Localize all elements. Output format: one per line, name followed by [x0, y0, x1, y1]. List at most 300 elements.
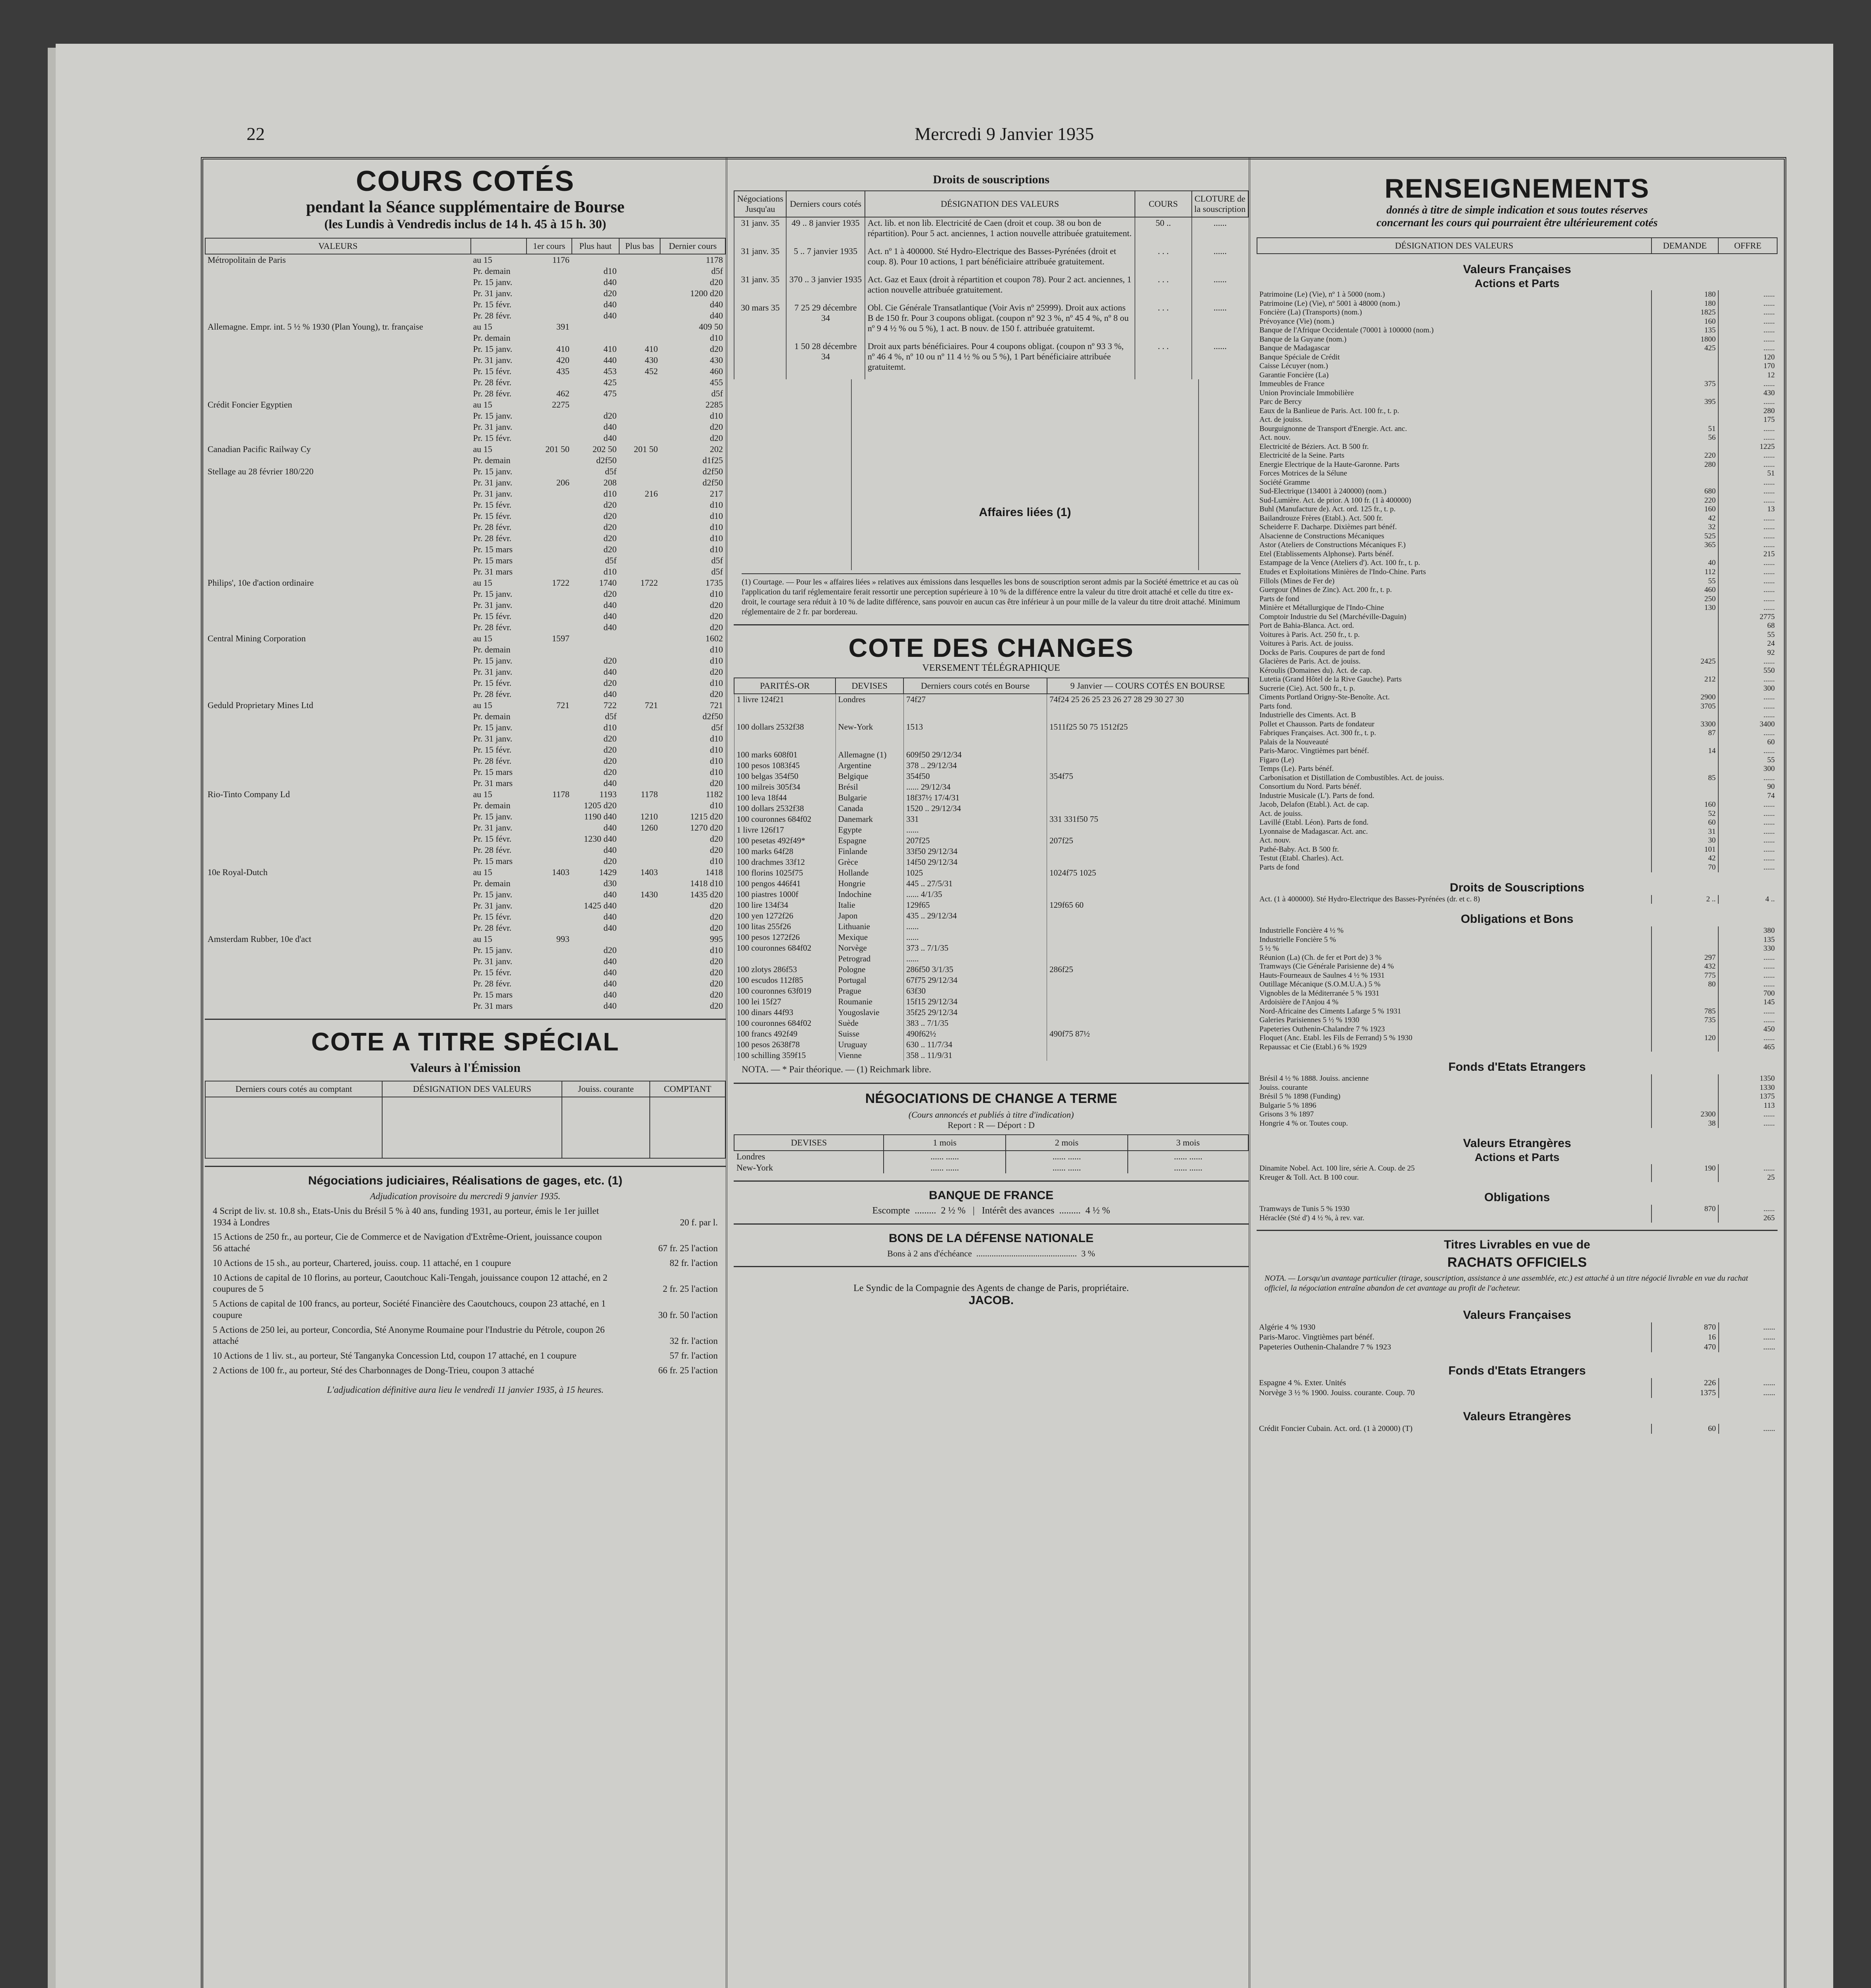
renseignements-cell: 55	[1718, 756, 1777, 765]
cours-cotes-cell	[205, 644, 471, 655]
droits-header-3: COURS	[1135, 191, 1191, 217]
renseignements-row	[1257, 362, 1777, 371]
cours-cotes-cell: 453	[603, 366, 617, 376]
cours-cotes-row	[205, 421, 725, 433]
rachats-cell: ......	[1719, 1322, 1778, 1332]
rachats-cell: 226	[1651, 1378, 1719, 1388]
negociation-item	[213, 1298, 718, 1321]
changes-cell: 33f50 29/12/34	[903, 846, 1047, 857]
cours-cotes-row	[205, 689, 725, 700]
renseignements-row	[1257, 711, 1777, 720]
cours-cotes-cell: d20	[603, 511, 617, 521]
changes-cell: Japon	[835, 911, 903, 921]
droits-cell: 1 50 28 décembre 34	[786, 341, 865, 379]
cours-cotes-row	[205, 867, 725, 878]
changes-cell: Bulgarie	[835, 792, 903, 803]
changes-cell	[1047, 921, 1248, 932]
changes-cell: Italie	[835, 900, 903, 911]
renseignements-cell: 2 ..	[1651, 895, 1719, 904]
changes-cell	[1047, 953, 1248, 964]
cours-cotes-cell: Pr. 31 mars	[473, 1001, 513, 1011]
rachats-section-title: Valeurs Etrangères	[1463, 1410, 1571, 1423]
changes-cell: 286f25	[1047, 964, 1248, 975]
cours-cotes-cell	[619, 421, 661, 433]
renseignements-row	[1257, 389, 1777, 398]
renseignements-row	[1257, 505, 1777, 514]
renseignements-row	[1257, 514, 1777, 523]
renseignements-cell: Parts fond.	[1259, 702, 1292, 711]
cours-cotes-cell	[619, 711, 661, 722]
cours-cotes-cell	[205, 288, 471, 299]
renseignements-cell: 550	[1718, 666, 1777, 676]
cours-cotes-cell	[619, 945, 661, 956]
droits-cell: 30 mars 35	[734, 302, 786, 341]
cours-cotes-cell: Pr. 31 mars	[473, 567, 513, 577]
renseignements-cell: Repaussac et Cie (Etabl.) 6 % 1929	[1259, 1043, 1367, 1051]
renseignements-cell: 1350	[1718, 1074, 1777, 1083]
cours-cotes-row	[205, 522, 725, 533]
changes-cell: ......	[903, 932, 1047, 943]
changes-cell: 358 .. 11/9/31	[903, 1050, 1047, 1061]
changes-cell: 1511f25 50 75 1512f25	[1047, 722, 1248, 749]
changes-cell	[1047, 749, 1248, 760]
cours-cotes-cell: Pr. 15 févr.	[473, 366, 512, 376]
changes-cell	[1047, 825, 1248, 835]
renseignements-row	[1257, 344, 1777, 353]
cours-cotes-row	[205, 433, 725, 444]
renseignements-cell	[1651, 765, 1719, 774]
renseignements-cell: Garantie Foncière (La)	[1259, 371, 1329, 379]
cours-cotes-cell: d40	[603, 689, 617, 699]
cours-cotes-row	[205, 755, 725, 767]
negociation-item	[213, 1324, 718, 1347]
renseignements-cell: ......	[1718, 344, 1777, 353]
renseignements-row	[1257, 1016, 1777, 1025]
cours-cotes-row	[205, 989, 725, 1000]
renseignements-cell: 425	[1651, 344, 1719, 353]
cours-cotes-cell	[619, 989, 661, 1000]
renseignements-section-title: Fonds d'Etats Etrangers	[1448, 1060, 1586, 1074]
cours-cotes-row	[205, 744, 725, 755]
rachats-cell: 60	[1651, 1424, 1719, 1434]
cours-cotes-cell: 1178	[552, 789, 570, 799]
cours-cotes-cell	[205, 666, 471, 678]
renseignements-cell: Port de Bahia-Blanca. Act. ord.	[1259, 621, 1354, 630]
changes-cell	[1047, 857, 1248, 868]
changes-row	[734, 722, 1248, 749]
cours-cotes-cell: d20	[710, 834, 723, 844]
cours-cotes-cell	[619, 566, 661, 577]
cours-cotes-cell: 462	[556, 388, 570, 398]
cours-cotes-cell: Pr. 15 févr.	[473, 500, 512, 510]
cours-cotes-cell: d10	[710, 533, 723, 543]
changes-cell: Norvège	[835, 943, 903, 953]
changes-cell: 490f75 87½	[1047, 1029, 1248, 1039]
cours-cotes-row	[205, 922, 725, 934]
changes-cell: 100 francs 492f49	[734, 1029, 835, 1039]
cours-cotes-cell	[527, 588, 572, 600]
changes-cell: Londres	[835, 694, 903, 722]
changes-cell: 1024f75 1025	[1047, 868, 1248, 878]
column-changes	[734, 157, 1250, 1988]
cours-cotes-cell	[619, 544, 661, 555]
cours-cotes-cell: 1735	[705, 578, 723, 588]
rachats-cell: Papeteries Outhenin-Chalandre 7 % 1923	[1259, 1343, 1391, 1352]
changes-cell: Danemark	[835, 814, 903, 825]
cours-cotes-cell: Rio-Tinto Company Ld	[208, 789, 290, 799]
renseignements-cell: Immeubles de France	[1259, 380, 1325, 388]
cours-cotes-cell	[619, 455, 661, 466]
negociations-closing: L'adjudication définitive aura lieu le vendredi 11 janvier 1935, à 15 heures.	[327, 1384, 604, 1395]
escompte-label: Escompte	[872, 1205, 910, 1216]
cours-cotes-cell	[205, 299, 471, 310]
droits-cell: 7 25 29 décembre 34	[786, 302, 865, 341]
renseignements-cell	[1651, 738, 1719, 747]
renseignements-cell: Consortium du Nord. Parts bénéf.	[1259, 782, 1362, 791]
cours-cotes-cell: au 15	[473, 444, 492, 454]
cours-cotes-cell	[619, 922, 661, 934]
cours-cotes-row	[205, 332, 725, 344]
cours-cotes-cell	[205, 366, 471, 377]
cours-cotes-cell: 1178	[705, 255, 723, 265]
droits-cell: ......	[1192, 217, 1248, 246]
cours-cotes-row	[205, 633, 725, 644]
renseignements-cell: 735	[1651, 1016, 1719, 1025]
renseignements-cell: ......	[1718, 1119, 1777, 1128]
cours-cotes-cell: 425	[603, 377, 617, 387]
renseignements-cell: ......	[1718, 1016, 1777, 1025]
rachats-title2: RACHATS OFFICIELS	[1447, 1255, 1587, 1270]
cours-cotes-cell: 995	[710, 934, 723, 944]
renseignements-row	[1257, 425, 1777, 434]
changes-cell: Indochine	[835, 889, 903, 900]
renseignements-cell: Act. nouv.	[1259, 433, 1291, 442]
cours-cotes-row	[205, 544, 725, 555]
renseignements-row	[1257, 675, 1777, 684]
cours-cotes-cell: 1182	[705, 789, 723, 799]
renseignements-row	[1257, 998, 1777, 1007]
cours-cotes-cell	[527, 811, 572, 822]
negociation-price: 57 fr. l'action	[669, 1351, 718, 1361]
cours-cotes-cell: d40	[603, 622, 617, 632]
cours-cotes-cell: 410	[603, 344, 617, 354]
changes-cell: Lithuanie	[835, 921, 903, 932]
renseignements-cell: 460	[1651, 586, 1719, 595]
renseignements-cell: 395	[1651, 398, 1719, 407]
cote-special-table	[205, 1081, 726, 1159]
renseignements-row	[1257, 631, 1777, 640]
changes-cell: 445 .. 27/5/31	[903, 878, 1047, 889]
changes-cell	[1047, 1050, 1248, 1061]
changes-cell	[734, 953, 835, 964]
renseignements-row	[1257, 845, 1777, 854]
cours-cotes-cell: au 15	[473, 400, 492, 410]
renseignements-cell: Glacières de Paris. Act. de jouiss.	[1259, 657, 1361, 666]
cours-cotes-cell	[619, 522, 661, 533]
cours-cotes-cell	[619, 633, 661, 644]
cours-cotes-header-2: 1er cours	[527, 238, 572, 254]
renseignements-cell: ......	[1718, 729, 1777, 738]
rachats-section	[1257, 1398, 1778, 1424]
renseignements-row	[1257, 738, 1777, 747]
cours-cotes-cell	[527, 733, 572, 744]
cours-cotes-cell	[205, 511, 471, 522]
renseignements-row	[1257, 460, 1777, 470]
cours-cotes-cell: au 15	[473, 633, 492, 643]
changes-cell: 378 .. 29/12/34	[903, 760, 1047, 771]
terme-header-2: 2 mois	[1006, 1135, 1128, 1151]
renseignements-row	[1257, 1074, 1777, 1083]
cours-cotes-cell	[619, 900, 661, 911]
cours-cotes-cell: d40	[603, 778, 617, 788]
cours-cotes-cell: Pr. 15 févr.	[473, 678, 512, 688]
renseignements-cell: Parts de fond	[1259, 594, 1300, 603]
cours-cotes-cell: Pr. 15 févr.	[473, 511, 512, 521]
changes-cell: Argentine	[835, 760, 903, 771]
cours-cotes-row	[205, 588, 725, 600]
renseignements-cell	[1651, 639, 1719, 648]
cours-cotes-cell: Pr. 15 févr.	[473, 834, 512, 844]
renseignements-cell: ......	[1718, 800, 1777, 810]
renseignements-cell: 38	[1651, 1119, 1719, 1128]
cours-cotes-cell: Pr. 15 févr.	[473, 912, 512, 922]
cours-cotes-cell	[619, 466, 661, 477]
cours-cotes-cell	[527, 499, 572, 511]
changes-cell: 67f75 29/12/34	[903, 975, 1047, 986]
renseignements-row	[1257, 944, 1777, 953]
renseignements-cell: 80	[1651, 980, 1719, 989]
renseignements-cell	[1651, 1043, 1719, 1052]
cours-cotes-cell: 410	[645, 344, 658, 354]
cours-cotes-cell: au 15	[473, 934, 492, 944]
changes-cell: ......	[903, 825, 1047, 835]
cours-cotes-cell: d5f	[605, 711, 617, 721]
renseignements-row	[1257, 290, 1777, 299]
cours-cotes-row	[205, 978, 725, 989]
droits-row	[734, 246, 1248, 274]
changes-cell: Yougoslavie	[835, 1007, 903, 1018]
cours-cotes-cell	[619, 254, 661, 266]
cours-cotes-cell: d40	[603, 299, 617, 309]
cours-cotes-cell	[205, 600, 471, 611]
renseignements-section	[1257, 1182, 1777, 1205]
cours-cotes-cell	[619, 533, 661, 544]
renseignements-cell: Banque de la Guyane (nom.)	[1259, 335, 1346, 344]
renseignements-cell: 1825	[1651, 308, 1719, 317]
renseignements-header-1: DEMANDE	[1651, 238, 1719, 254]
changes-cell: 100 dollars 2532f38	[734, 803, 835, 814]
renseignements-cell: ......	[1718, 595, 1777, 604]
cours-cotes-row	[205, 555, 725, 566]
cours-cotes-row	[205, 911, 725, 922]
cours-cotes-row	[205, 822, 725, 833]
cours-cotes-cell: 10e Royal-Dutch	[208, 867, 268, 877]
renseignements-cell: Astor (Ateliers de Constructions Mécaniques F.)	[1259, 541, 1406, 549]
cours-cotes-cell: d20	[603, 533, 617, 543]
cours-cotes-row	[205, 355, 725, 366]
renseignements-cell: Etudes et Exploitations Minières de l'Indo-Chine. Parts	[1259, 567, 1426, 576]
renseignements-cell: 160	[1651, 505, 1719, 514]
renseignements-cell: Parts de fond	[1259, 863, 1300, 872]
renseignements-cell	[1651, 389, 1719, 398]
renseignements-cell: Industrie Musicale (L'). Parts de fond.	[1259, 791, 1374, 800]
renseignements-cell: Carbonisation et Distillation de Combustibles. Act. de jouiss.	[1259, 773, 1444, 782]
renseignements-cell: Energie Electrique de la Haute-Garonne. Parts	[1259, 460, 1400, 469]
rachats-row	[1257, 1388, 1778, 1398]
renseignements-cell: 52	[1651, 810, 1719, 819]
cours-cotes-cell: 1190 d40	[584, 812, 617, 821]
cours-cotes-cell: 1403	[552, 867, 570, 877]
cours-cotes-cell: d10	[710, 522, 723, 532]
changes-row	[734, 943, 1248, 953]
cours-cotes-header-1	[471, 238, 527, 254]
cours-cotes-cell: d10	[710, 500, 723, 510]
renseignements-cell: 113	[1718, 1101, 1777, 1110]
cours-cotes-cell: au 15	[473, 700, 492, 710]
cours-cotes-cell: Pr. 28 févr.	[473, 388, 512, 398]
cours-cotes-cell	[527, 845, 572, 856]
renseignements-cell: Kreuger & Toll. Act. B 100 cour.	[1259, 1173, 1359, 1182]
changes-cell: 1520 .. 29/12/34	[903, 803, 1047, 814]
cours-cotes-cell: Pr. 15 janv.	[473, 812, 513, 821]
cours-cotes-cell	[619, 678, 661, 689]
changes-cell: ......	[903, 921, 1047, 932]
cours-cotes-cell	[205, 778, 471, 789]
cours-cotes-cell: Pr. demain	[473, 645, 511, 654]
rachats-section	[1257, 1352, 1778, 1378]
changes-cell	[1047, 996, 1248, 1007]
cours-cotes-cell	[205, 822, 471, 833]
changes-cell: 100 pesetas 492f49*	[734, 835, 835, 846]
cours-cotes-cell	[205, 555, 471, 566]
cours-cotes-cell: d20	[710, 923, 723, 933]
changes-subtitle: VERSEMENT TÉLÉGRAPHIQUE	[922, 663, 1060, 673]
changes-header-3: 9 Janvier — COURS COTÉS EN BOURSE	[1047, 678, 1248, 694]
renseignements-section	[1257, 872, 1777, 895]
cours-cotes-cell	[527, 689, 572, 700]
cours-cotes-cell: d20	[603, 656, 617, 666]
cours-cotes-row	[205, 889, 725, 900]
rachats-cell: ......	[1719, 1332, 1778, 1342]
renseignements-cell: 1800	[1651, 335, 1719, 344]
cours-cotes-cell: d40	[603, 422, 617, 432]
renseignements-row	[1257, 1214, 1777, 1223]
cours-cotes-cell: Pr. 15 févr.	[473, 611, 512, 621]
renseignements-cell: 430	[1718, 389, 1777, 398]
renseignements-row	[1257, 353, 1777, 362]
changes-cell: 100 couronnes 63f019	[734, 986, 835, 996]
cours-cotes-cell: d5f	[711, 266, 723, 276]
cours-cotes-row	[205, 533, 725, 544]
renseignements-cell: Hongrie 4 % or. Toutes coup.	[1259, 1119, 1348, 1128]
renseignements-row	[1257, 702, 1777, 711]
cours-cotes-cell	[619, 934, 661, 945]
renseignements-row	[1257, 666, 1777, 676]
renseignements-cell: 2425	[1651, 657, 1719, 666]
changes-cell	[1047, 986, 1248, 996]
renseignements-cell: 56	[1651, 433, 1719, 443]
renseignements-cell: Parc de Bercy	[1259, 398, 1302, 406]
renseignements-cell: 170	[1718, 362, 1777, 371]
renseignements-cell: Sud-Electrique (134001 à 240000) (nom.)	[1259, 487, 1387, 496]
changes-cell: Finlande	[835, 846, 903, 857]
terme-cell: ...... ......	[1128, 1162, 1248, 1173]
rachats-row	[1257, 1322, 1778, 1332]
cours-cotes-cell: 1210	[640, 812, 658, 821]
renseignements-row	[1257, 613, 1777, 622]
cours-cotes-cell: d40	[603, 967, 617, 977]
renseignements-row	[1257, 774, 1777, 783]
renseignements-cell	[1651, 478, 1719, 487]
cours-cotes-cell	[205, 922, 471, 934]
renseignements-cell: 300	[1718, 684, 1777, 693]
renseignements-row	[1257, 1043, 1777, 1052]
cours-cotes-row	[205, 678, 725, 689]
cours-cotes-cell	[527, 655, 572, 666]
cours-cotes-cell: Pr. 31 janv.	[473, 956, 513, 966]
renseignements-cell: Docks de Paris. Coupures de part de fond	[1259, 648, 1385, 657]
droits-header-1: Derniers cours cotés	[786, 191, 865, 217]
changes-cell: Belgique	[835, 771, 903, 782]
rachats-table	[1257, 1297, 1778, 1434]
cours-cotes-cell: Pr. demain	[473, 711, 511, 721]
renseignements-cell: Foncière (La) (Transports) (nom.)	[1259, 308, 1362, 317]
renseignements-section-title: Obligations et Bons	[1461, 912, 1574, 926]
renseignements-row	[1257, 953, 1777, 963]
renseignements-row	[1257, 550, 1777, 559]
changes-cell: Hongrie	[835, 878, 903, 889]
renseignements-cell: Act. nouv.	[1259, 836, 1291, 845]
cours-cotes-cell	[205, 1000, 471, 1011]
cours-cotes-cell: Pr. 31 mars	[473, 778, 513, 788]
changes-row	[734, 760, 1248, 771]
renseignements-cell: Act. (1 à 400000). Sté Hydro-Electrique des Basses-Pyrénées (dr. et c. 8)	[1259, 895, 1480, 903]
cours-cotes-cell: d5f	[605, 555, 617, 565]
changes-cell: 383 .. 7/1/35	[903, 1018, 1047, 1029]
cours-cotes-cell	[527, 678, 572, 689]
renseignements-cell: Banque de Madagascar	[1259, 344, 1330, 353]
renseignements-cell: 160	[1651, 800, 1719, 810]
cours-cotes-cell	[527, 833, 572, 845]
cours-cotes-hours: (les Lundis à Vendredis inclus de 14 h. 45 à 15 h. 30)	[324, 217, 606, 231]
changes-row	[734, 889, 1248, 900]
cours-cotes-cell: 201 50	[545, 444, 570, 454]
cours-cotes-row	[205, 299, 725, 310]
cours-cotes-cell: d10	[710, 945, 723, 955]
cours-cotes-row	[205, 511, 725, 522]
renseignements-cell	[1651, 926, 1719, 936]
rachats-cell: Crédit Foncier Cubain. Act. ord. (1 à 20000) (T)	[1259, 1424, 1413, 1433]
cours-cotes-cell: Pr. 31 janv.	[473, 489, 513, 499]
changes-row	[734, 1039, 1248, 1050]
renseignements-row	[1257, 496, 1777, 505]
renseignements-row	[1257, 693, 1777, 702]
affaires-liees: Affaires liées (1)	[979, 506, 1071, 519]
changes-cell: 100 piastres 1000f	[734, 889, 835, 900]
changes-cell: 100 pesos 1083f45	[734, 760, 835, 771]
cours-cotes-cell: Pr. demain	[473, 455, 511, 465]
renseignements-cell: 55	[1651, 577, 1719, 586]
cours-cotes-cell	[572, 254, 619, 266]
renseignements-cell: 680	[1651, 487, 1719, 496]
droits-cell: ......	[1192, 274, 1248, 302]
negociation-price: 30 fr. 50 l'action	[658, 1310, 718, 1320]
cours-cotes-cell	[619, 755, 661, 767]
renseignements-cell: ......	[1718, 487, 1777, 496]
cours-cotes-cell: 202 50	[593, 444, 617, 454]
cours-cotes-cell	[619, 399, 661, 410]
renseignements-cell: Réunion (La) (Ch. de fer et Port de) 3 %	[1259, 953, 1382, 962]
